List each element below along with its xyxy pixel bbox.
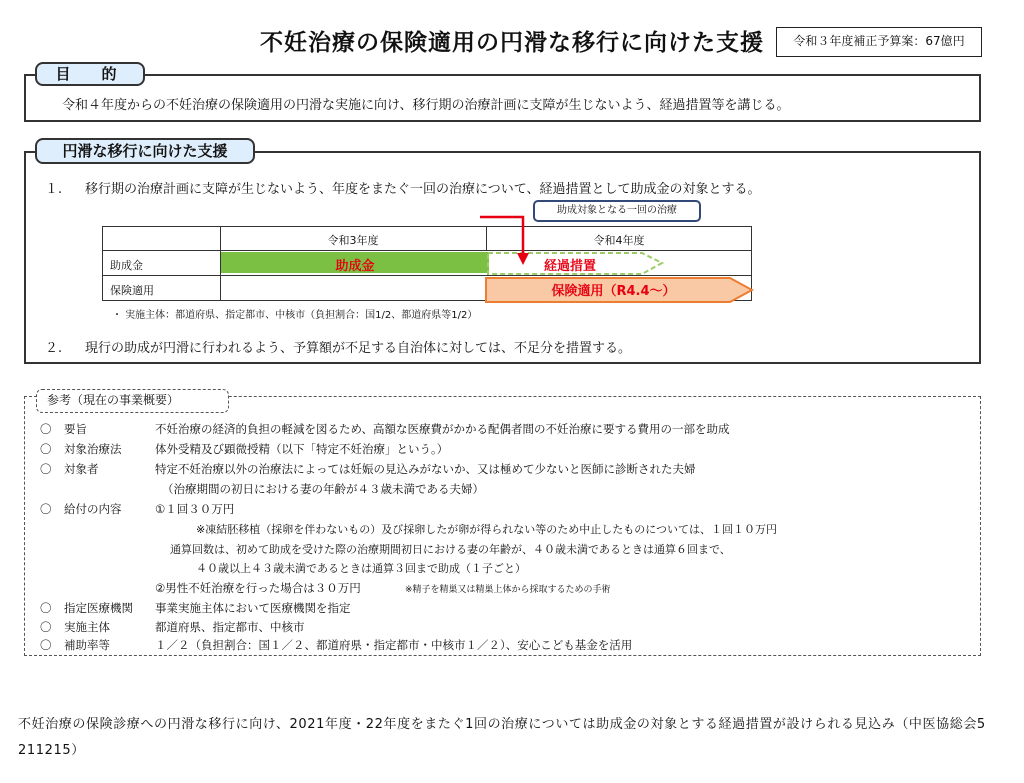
treatment-callout: 助成対象となる一回の治療 <box>533 200 701 222</box>
transition-bar-label: 経過措置 <box>543 259 596 274</box>
ref-label-treatment: 対象治療法 <box>64 442 122 456</box>
item2-text: 現行の助成が円滑に行われるよう、予算額が不足する自治体に対しては、不足分を措置する。 <box>85 341 632 356</box>
bullet-mark: 〇 <box>40 601 52 615</box>
bullet-mark: 〇 <box>40 422 52 436</box>
timeline-row-insurance: 保険適用 <box>110 284 154 297</box>
reference-heading: 参考（現在の事業概要） <box>36 389 229 413</box>
bullet-mark: 〇 <box>40 442 52 456</box>
ref-label-implementer: 実施主体 <box>64 620 110 634</box>
ref-label-rate: 補助率等 <box>64 638 110 652</box>
item1-number: １. <box>45 182 63 197</box>
ref-value-institution: 事業実施主体において医療機関を指定 <box>155 601 351 615</box>
purpose-heading: 目 的 <box>35 62 145 86</box>
ref-value-treatment: 体外受精及び顕微授精（以下「特定不妊治療」という。） <box>155 442 449 456</box>
ref-label-benefit: 給付の内容 <box>64 502 122 516</box>
ref-value-rate: １／２（負担割合：国１／２、都道府県・指定都市・中核市１／２）、安心こども基金を活用 <box>155 638 633 652</box>
timeline-year2: 令和4年度 <box>593 234 645 247</box>
ref-value-benefit: ①１回３０万円 <box>155 502 235 516</box>
ref-benefit-note3: ４０歳以上４３歳未満であるときは通算３回まで助成（１子ごと） <box>196 562 526 575</box>
caption: 不妊治療の保険診療への円滑な移行に向け、2021年度・22年度をまたぐ1回の治療については助成金の対象とする経過措置が設けられる見込み（中医協総会5 211215） <box>18 717 1000 758</box>
purpose-text: 令和４年度からの不妊治療の保険適用の円滑な実施に向け、移行期の治療計画に支障が生じないよう、経過措置等を講じる。 <box>62 98 790 113</box>
ref-value-eligible-note: （治療期間の初日における妻の年齢が４３歳未満である夫婦） <box>162 482 484 496</box>
support-heading: 円滑な移行に向けた支援 <box>35 138 255 164</box>
ref-label-summary: 要旨 <box>64 422 87 436</box>
subsidy-bar-label: 助成金 <box>335 259 375 274</box>
ref-label-eligible: 対象者 <box>64 462 99 476</box>
ref-value-eligible: 特定不妊治療以外の治療法によっては妊娠の見込みがないか、又は極めて少ないと医師に診断された夫婦 <box>155 462 696 476</box>
ref-benefit-male: ②男性不妊治療を行った場合は３０万円 <box>155 581 361 595</box>
insurance-bar-label: 保険適用（R4.4～） <box>551 284 676 299</box>
budget-label: 令和３年度補正予算案：67億円 <box>776 27 982 57</box>
ref-benefit-male-note: ※精子を精巣又は精巣上体から採取するための手術 <box>405 585 611 595</box>
page-title: 不妊治療の保険適用の円滑な移行に向けた支援 <box>260 30 764 56</box>
bullet-mark: 〇 <box>40 462 52 476</box>
ref-benefit-note1: ※凍結胚移植（採卵を伴わないもの）及び採卵したが卵が得られない等のため中止したものについては、１回１０万円 <box>196 523 777 536</box>
bullet-mark: 〇 <box>40 502 52 516</box>
ref-value-implementer: 都道府県、指定都市、中核市 <box>155 620 305 634</box>
implementer-note: ・ 実施主体：都道府県、指定都市、中核市（負担割合：国1/2、都道府県等1/2） <box>112 310 478 321</box>
ref-value-summary: 不妊治療の経済的負担の軽減を図るため、高額な医療費がかかる配偶者間の不妊治療に要する費用の一部を助成 <box>155 422 730 436</box>
ref-benefit-note2: 通算回数は、初めて助成を受けた際の治療期間初日における妻の年齢が、４０歳未満であるときは通算６回まで、 <box>170 543 731 556</box>
bullet-mark: 〇 <box>40 620 52 634</box>
bullet-mark: 〇 <box>40 638 52 652</box>
timeline-year1: 令和3年度 <box>327 234 379 247</box>
item1-text: 移行期の治療計画に支障が生じないよう、年度をまたぐ一回の治療について、経過措置として助成金の対象とする。 <box>85 182 761 197</box>
item2-number: ２. <box>45 341 63 356</box>
timeline-row-subsidy: 助成金 <box>110 259 143 272</box>
ref-label-institution: 指定医療機関 <box>64 601 133 615</box>
